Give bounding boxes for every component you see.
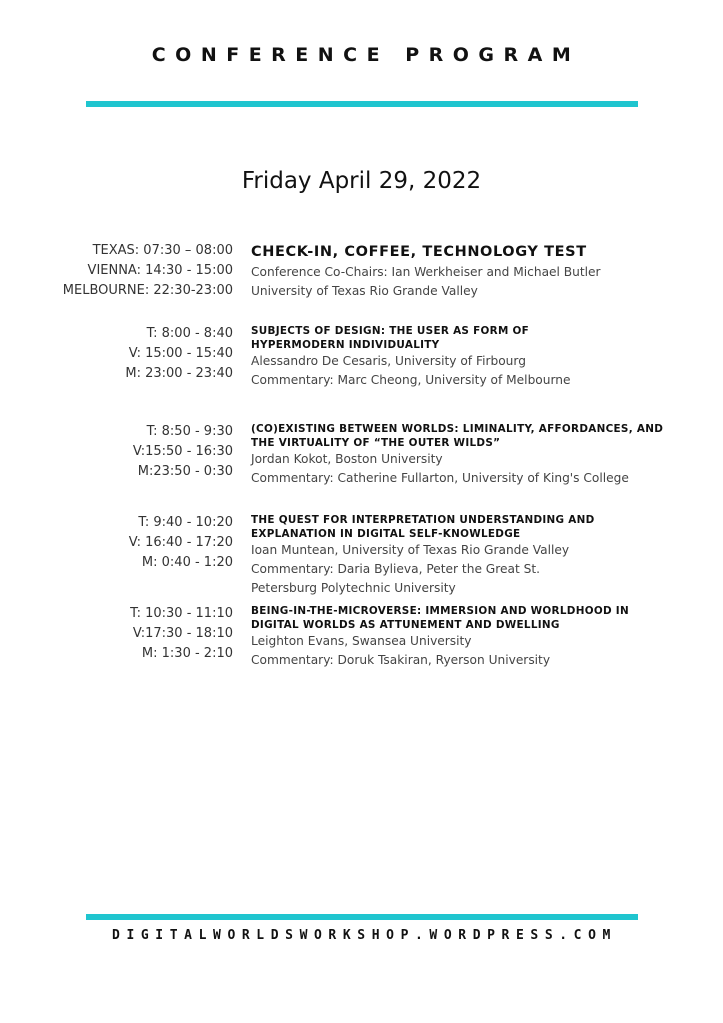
bottom-divider [86, 914, 638, 920]
time-texas: TEXAS: 07:30 – 08:00 [92, 243, 233, 258]
session-line: Jordan Kokot, Boston University [251, 452, 443, 466]
session-times [125, 324, 233, 384]
session-line: Commentary: Catherine Fullarton, University of King's College [251, 471, 629, 485]
session-title: CHECK-IN, COFFEE, TECHNOLOGY TEST [251, 244, 587, 260]
session-line: Alessandro De Cesaris, University of Firbourg [251, 354, 526, 368]
session-details [251, 241, 671, 301]
session-line: Commentary: Marc Cheong, University of Melbourne [251, 373, 571, 387]
session-line: Commentary: Daria Bylieva, Peter the Great St. [251, 562, 541, 576]
time-vienna: V: 16:40 - 17:20 [128, 535, 233, 550]
session-line: Petersburg Polytechnic University [251, 581, 456, 595]
time-texas: T: 10:30 - 11:10 [130, 606, 233, 621]
session-title: SUBJECTS OF DESIGN: THE USER AS FORM OF HYPERMODERN INDIVIDUALITY [251, 325, 530, 351]
session-times [133, 422, 233, 482]
time-vienna: V: 15:00 - 15:40 [128, 346, 233, 361]
time-texas: T: 8:00 - 8:40 [146, 326, 233, 341]
session-title: BEING-IN-THE-MICROVERSE: IMMERSION AND WORLDHOOD IN DIGITAL WORLDS AS ATTUNEMENT AND DWELLING [251, 605, 629, 631]
time-vienna: V:15:50 - 16:30 [132, 444, 233, 459]
time-texas: T: 8:50 - 9:30 [146, 424, 233, 439]
session-details [251, 513, 671, 598]
session-details [251, 324, 671, 390]
time-melbourne: M: 1:30 - 2:10 [141, 646, 233, 661]
session-title: THE QUEST FOR INTERPRETATION UNDERSTANDING AND EXPLANATION IN DIGITAL SELF-KNOWLEDGE [251, 514, 595, 540]
session-line: Commentary: Doruk Tsakiran, Ryerson University [251, 653, 551, 667]
session-details [251, 422, 671, 488]
time-texas: T: 9:40 - 10:20 [138, 515, 233, 530]
time-melbourne: M: 0:40 - 1:20 [141, 555, 233, 570]
session-line: Conference Co-Chairs: Ian Werkheiser and Michael Butler [251, 265, 601, 279]
session-title: (CO)EXISTING BETWEEN WORLDS: LIMINALITY, AFFORDANCES, AND THE VIRTUALITY OF “THE OUTER WILDS” [251, 423, 664, 449]
page-title: CONFERENCE PROGRAM [151, 44, 581, 66]
top-divider [86, 101, 638, 107]
session-times [130, 604, 233, 664]
session-line: Ioan Muntean, University of Texas Rio Grande Valley [251, 543, 570, 557]
time-melbourne: MELBOURNE: 22:30-23:00 [62, 283, 233, 298]
session-line: Leighton Evans, Swansea University [251, 634, 472, 648]
time-melbourne: M: 23:00 - 23:40 [125, 366, 233, 381]
footer-website-link[interactable]: DIGITALWORLDSWORKSHOP.WORDPRESS.COM [112, 928, 617, 943]
session-line: University of Texas Rio Grande Valley [251, 284, 478, 298]
session-times [129, 513, 233, 573]
session-details [251, 604, 671, 670]
time-vienna: VIENNA: 14:30 - 15:00 [87, 263, 233, 278]
time-melbourne: M:23:50 - 0:30 [137, 464, 233, 479]
session-times [63, 241, 233, 301]
time-vienna: V:17:30 - 18:10 [132, 626, 233, 641]
program-date: Friday April 29, 2022 [241, 168, 482, 194]
